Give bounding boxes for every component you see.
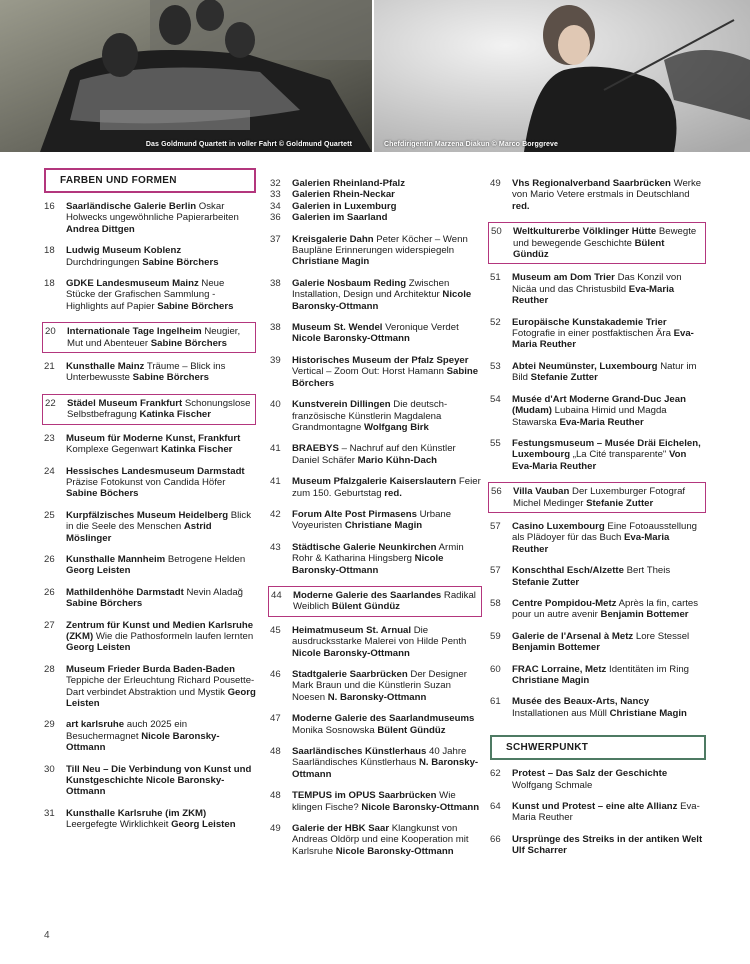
toc-venue: Moderne Galerie des Saarlandes xyxy=(293,589,442,601)
toc-venue: FRAC Lorraine, Metz xyxy=(512,663,607,675)
toc-page-number: 38 xyxy=(270,322,281,334)
toc-description: Radikal Weiblich xyxy=(293,589,476,613)
toc-page-number: 64 xyxy=(490,801,501,813)
toc-page-number: 37 xyxy=(270,233,281,245)
toc-author: Katinka Fischer xyxy=(160,444,233,456)
toc-author: Christiane Magin xyxy=(512,675,590,686)
toc-entry[interactable] xyxy=(490,317,706,351)
toc-venue: Museum St. Wendel xyxy=(292,322,383,334)
toc-author: Benjamin Bottemer xyxy=(600,609,689,621)
toc-venue: Zentrum für Kunst und Medien Karlsruhe (ZKM) xyxy=(66,619,254,642)
toc-entry[interactable] xyxy=(490,438,706,472)
toc-page-number: 40 xyxy=(270,399,281,411)
toc-author: Sabine Börchers xyxy=(66,598,143,610)
toc-page-number: 58 xyxy=(490,597,501,609)
toc-author: Sabine Börchers xyxy=(132,372,209,384)
toc-author: N. Baronsky-Ottmann xyxy=(292,757,479,780)
toc-description: Wie die Pathosformeln laufen lernten xyxy=(95,630,254,642)
toc-description: Teppiche der Erleuchtung Richard Pousette-Dart verbindet Abstraktion und Mystik xyxy=(66,675,255,698)
toc-author: Bülent Gündüz xyxy=(377,724,446,736)
toc-description: Bewegte und bewegende Geschichte xyxy=(513,226,697,249)
toc-entry[interactable] xyxy=(44,554,256,577)
toc-description: Schonungslose Selbstbefragung xyxy=(67,397,251,421)
toc-author: Nicole Baronsky-Ottmann xyxy=(292,647,410,659)
toc-page-number: 66 xyxy=(490,833,501,845)
toc-page-number: 54 xyxy=(490,393,501,405)
toc-page-number: 49 xyxy=(270,823,281,835)
toc-description: Vertical – Zoom Out: Horst Hamann xyxy=(292,366,444,378)
photo-goldmund-quartett xyxy=(0,0,372,152)
toc-page-number: 62 xyxy=(490,768,501,780)
toc-entry[interactable] xyxy=(270,669,482,703)
toc-venue: art karlsruhe xyxy=(66,719,125,731)
toc-author: N. Baronsky-Ottmann xyxy=(327,691,427,703)
toc-page-number: 22 xyxy=(45,397,56,409)
toc-venue: Museum Frieder Burda Baden-Baden xyxy=(66,663,235,675)
toc-venue: Galerie Nosbaum Reding xyxy=(292,277,407,289)
toc-description: Leergefegte Wirklichkeit xyxy=(66,819,169,831)
toc-author: Bülent Gündüz xyxy=(513,237,665,261)
toc-page-number: 30 xyxy=(44,763,55,775)
toc-description: Feier zum 150. Geburtstag xyxy=(292,476,481,499)
photo-conductor xyxy=(374,0,750,152)
toc-description: Die ausdrucksstarke Malerei von Hilde Penth xyxy=(292,624,467,648)
toc-author: Eva-Maria Reuther xyxy=(512,328,694,351)
toc-entry[interactable] xyxy=(270,509,482,532)
toc-entry[interactable] xyxy=(490,272,706,306)
toc-description: Fotografie in einer postfaktischen Ära xyxy=(512,328,671,340)
toc-description: Oskar Holwecks ungewöhnliche Papierarbeiten xyxy=(66,201,239,224)
toc-entry[interactable] xyxy=(42,322,256,353)
toc-page-number: 25 xyxy=(44,509,55,521)
toc-page-number: 57 xyxy=(490,520,501,532)
toc-description: Komplexe Gegenwart xyxy=(66,444,159,456)
toc-venue: Stadtgalerie Saarbrücken xyxy=(292,669,408,680)
toc-venue: Galerien im Saarland xyxy=(292,212,388,224)
toc-venue: Saarländische Galerie Berlin xyxy=(66,201,197,212)
toc-entry[interactable] xyxy=(44,587,256,610)
toc-venue: Musée des Beaux-Arts, Nancy xyxy=(512,696,650,708)
toc-entry[interactable] xyxy=(270,790,482,813)
toc-page-number: 48 xyxy=(270,746,281,758)
toc-page-number: 42 xyxy=(270,508,281,520)
toc-author: Benjamin Bottemer xyxy=(512,642,600,654)
toc-entry[interactable] xyxy=(270,399,482,433)
toc-venue: Internationale Tage Ingelheim xyxy=(67,326,202,338)
toc-description: Wie klingen Fische? xyxy=(292,790,456,813)
toc-author: Eva-Maria Reuther xyxy=(512,532,670,555)
toc-author: Nicole Baronsky-Ottmann xyxy=(66,775,225,798)
toc-entry[interactable] xyxy=(270,542,482,576)
toc-page-number: 16 xyxy=(44,201,55,212)
toc-author: Christiane Magin xyxy=(609,707,687,719)
toc-author: Georg Leisten xyxy=(66,686,256,709)
toc-entry[interactable] xyxy=(270,625,482,659)
toc-page-number: 20 xyxy=(45,326,56,338)
toc-description: Das Konzil von Nicäa und das Christusbild xyxy=(512,272,682,295)
toc-venue: Galerien Rheinland-Pfalz xyxy=(292,178,406,189)
toc-entry[interactable] xyxy=(270,476,482,499)
toc-entry[interactable] xyxy=(44,466,256,500)
toc-venue: Centre Pompidou-Metz xyxy=(512,597,617,609)
toc-author: Stefanie Zutter xyxy=(512,576,580,588)
toc-description: Nevin Aladağ xyxy=(186,586,244,598)
toc-author: red. xyxy=(512,200,530,212)
column-3 xyxy=(490,178,706,867)
toc-author: Eva-Maria Reuther xyxy=(559,416,644,428)
toc-description: Urbane Voyeuristen xyxy=(292,508,452,532)
toc-entry[interactable] xyxy=(270,355,482,389)
toc-page-number: 28 xyxy=(44,663,55,675)
toc-venue: Städtische Galerie Neunkirchen xyxy=(292,541,437,553)
toc-entry[interactable] xyxy=(270,234,482,268)
toc-description: Armin Rohr & Katharina Hingsberg xyxy=(292,541,464,565)
toc-description: Après la fin, cartes pour un autre avenir xyxy=(512,597,699,621)
schwerpunkt-entries xyxy=(490,768,706,856)
toc-entry[interactable] xyxy=(490,361,706,384)
toc-author: Stefanie Zutter xyxy=(586,497,654,509)
toc-description: Präzise Fotokunst von Candida Höfer xyxy=(66,476,226,488)
toc-venue: BRAEBYS xyxy=(292,443,339,455)
toc-venue: Casino Luxembourg xyxy=(512,520,605,532)
toc-venue: TEMPUS im OPUS Saarbrücken xyxy=(292,790,437,802)
toc-author: Nicole Baronsky-Ottmann xyxy=(361,801,480,813)
toc-page-number: 31 xyxy=(44,807,55,819)
conductor-image xyxy=(374,0,750,152)
toc-venue: Galerien Rhein-Neckar xyxy=(292,189,395,201)
toc-entry[interactable] xyxy=(44,764,256,798)
toc-page-number: 23 xyxy=(44,432,55,444)
toc-page-number: 26 xyxy=(44,586,55,598)
toc-venue: Galerie der HBK Saar xyxy=(292,823,390,835)
toc-page-number: 52 xyxy=(490,316,501,328)
toc-venue: Kunsthalle Mainz xyxy=(66,361,145,373)
toc-description: Klangkunst von Andreas Oldörp und eine Kooperation mit Karlsruhe xyxy=(292,823,469,857)
toc-page-number: 60 xyxy=(490,663,501,675)
col2-entries xyxy=(270,178,482,857)
toc-venue: Museum Pfalzgalerie Kaiserslautern xyxy=(292,476,457,488)
toc-author: Sabine Böchers xyxy=(66,488,139,500)
toc-author: Eva-Maria Reuther xyxy=(512,283,675,307)
toc-venue: Villa Vauban xyxy=(513,486,570,498)
toc-page-number: 41 xyxy=(270,476,281,488)
toc-venue: Heimatmuseum St. Arnual xyxy=(292,624,412,636)
toc-entry[interactable] xyxy=(490,565,706,588)
toc-author: Christiane Magin xyxy=(344,520,423,532)
toc-venue: Städel Museum Frankfurt xyxy=(67,397,183,409)
toc-page-number: 45 xyxy=(270,624,281,636)
toc-author: red. xyxy=(384,487,402,499)
toc-page-number: 32 xyxy=(270,178,281,189)
toc-entry[interactable] xyxy=(270,713,482,736)
toc-author: Sabine Börchers xyxy=(157,300,234,312)
toc-entry[interactable] xyxy=(270,322,482,345)
toc-author: Katinka Fischer xyxy=(139,409,211,421)
toc-entry[interactable] xyxy=(44,719,256,753)
toc-venue: Europäische Kunstakademie Trier xyxy=(512,316,667,328)
toc-page-number: 18 xyxy=(44,278,55,290)
toc-description: Träume – Blick ins Unterbewusste xyxy=(66,361,226,384)
toc-entry[interactable] xyxy=(270,746,482,780)
toc-entry[interactable] xyxy=(44,510,256,544)
toc-entry[interactable] xyxy=(42,394,256,425)
toc-page-number: 43 xyxy=(270,541,281,553)
col1-entries xyxy=(44,201,256,831)
toc-page-number: 33 xyxy=(270,189,281,201)
toc-description: Veronique Verdet xyxy=(385,322,459,334)
toc-page-number: 47 xyxy=(270,713,281,725)
toc-entry[interactable] xyxy=(490,834,706,857)
toc-author: Sabine Börchers xyxy=(150,337,227,349)
toc-page-number: 24 xyxy=(44,465,55,477)
toc-description: Blick in die Seele des Menschen xyxy=(66,509,252,533)
photo-right-caption: Chefdirigentin Marzena Diakun © Marco Borggreve xyxy=(384,141,558,148)
toc-page-number: 41 xyxy=(270,443,281,455)
toc-description: Eine Fotoausstellung als Plädoyer für das Buch xyxy=(512,520,698,544)
toc-description: Wolfgang Schmale xyxy=(512,779,593,791)
toc-description: Installationen aus Müll xyxy=(512,707,607,719)
toc-venue: Ludwig Museum Koblenz xyxy=(66,245,182,257)
toc-venue: Hessisches Landesmuseum Darmstadt xyxy=(66,465,245,477)
toc-venue: GDKE Landesmuseum Mainz xyxy=(66,278,199,290)
toc-page-number: 51 xyxy=(490,272,501,284)
toc-author: Andrea Dittgen xyxy=(66,223,135,235)
toc-venue: Kunst und Protest – eine alte Allianz xyxy=(512,801,678,813)
toc-description: Neugier, Mut und Abenteuer xyxy=(67,326,241,349)
toc-description: Die deutsch-französische Künstlerin Magdalena Grandmontagne xyxy=(292,399,448,433)
toc-description: Zwischen Installation, Design und Architektur xyxy=(292,277,450,301)
toc-venue: Vhs Regionalverband Saarbrücken xyxy=(512,178,671,189)
toc-venue: Ursprünge des Streiks in der antiken Welt xyxy=(512,833,703,845)
toc-page-number: 50 xyxy=(491,226,502,238)
toc-venue: Musée d'Art Moderne Grand-Duc Jean (Mudam) xyxy=(512,393,686,417)
toc-venue: Moderne Galerie des Saarlandmuseums xyxy=(292,713,475,725)
toc-page-number: 59 xyxy=(490,630,501,642)
toc-entry[interactable] xyxy=(270,201,482,212)
toc-page-number: 61 xyxy=(490,696,501,708)
toc-page-number: 21 xyxy=(44,361,55,373)
toc-venue: Galerie de l'Arsenal à Metz xyxy=(512,630,634,642)
toc-venue: Festungsmuseum – Musée Dräi Eichelen, Luxembourg xyxy=(512,437,701,461)
toc-entry[interactable] xyxy=(490,664,706,687)
toc-entry[interactable] xyxy=(490,394,706,428)
toc-entry[interactable] xyxy=(270,278,482,312)
toc-page-number: 29 xyxy=(44,719,55,731)
toc-entry[interactable] xyxy=(44,201,256,235)
page-number: 4 xyxy=(44,930,50,941)
toc-page-number: 55 xyxy=(490,437,501,449)
toc-description: – Nachruf auf den Künstler Daniel Schäfer xyxy=(292,443,456,466)
toc-entry[interactable] xyxy=(490,801,706,824)
toc-author: Georg Leisten xyxy=(66,565,131,577)
toc-description: Werke von Mario Vetere erstmals in Deutschland xyxy=(512,178,702,201)
toc-venue: Protest – Das Salz der Geschichte xyxy=(512,768,668,780)
photo-left-caption: Das Goldmund Quartett in voller Fahrt © Goldmund Quartett xyxy=(145,141,352,148)
toc-entry[interactable] xyxy=(270,189,482,200)
toc-description: „La Cité transparente" xyxy=(572,449,667,461)
toc-venue: Forum Alte Post Pirmasens xyxy=(292,508,417,520)
toc-venue: Kunsthalle Karlsruhe (im ZKM) xyxy=(66,807,207,819)
section-heading-farben-und-formen: FARBEN UND FORMEN xyxy=(44,168,256,193)
toc-entry[interactable] xyxy=(44,664,256,710)
toc-page-number: 44 xyxy=(271,589,282,601)
toc-venue: Till Neu – Die Verbindung von Kunst und Kunstgeschichte xyxy=(66,763,252,787)
toc-venue: Saarländisches Künstlerhaus xyxy=(292,746,427,758)
toc-author: Nicole Baronsky-Ottmann xyxy=(66,730,220,754)
toc-author: Wolfgang Birk xyxy=(364,421,429,433)
toc-author: Georg Leisten xyxy=(171,819,236,831)
column-2 xyxy=(270,178,482,867)
toc-author: Georg Leisten xyxy=(66,642,131,654)
toc-venue: Kreisgalerie Dahn xyxy=(292,233,374,245)
section-heading-schwerpunkt: SCHWERPUNKT xyxy=(490,735,706,760)
toc-venue: Weltkulturerbe Völklinger Hütte xyxy=(513,226,657,238)
toc-description: Peter Köcher – Wenn Baupläne Erinnerungen widerspiegeln xyxy=(292,233,468,257)
toc-entry[interactable] xyxy=(490,696,706,719)
toc-description: Betrogene Helden xyxy=(167,553,246,565)
toc-page-number: 46 xyxy=(270,669,281,680)
toc-description: Lubaina Himid und Magda Stawarska xyxy=(512,405,667,428)
column-1 xyxy=(44,168,256,841)
toc-entry[interactable] xyxy=(44,433,256,456)
toc-author: Ulf Scharrer xyxy=(512,845,567,857)
quartet-car-image xyxy=(0,0,372,152)
toc-description: 40 Jahre Saarländisches Künstlerhaus xyxy=(292,746,467,769)
toc-page-number: 39 xyxy=(270,354,281,366)
toc-page-number: 18 xyxy=(44,245,55,257)
toc-venue: Kunsthalle Mannheim xyxy=(66,553,166,565)
toc-description: auch 2025 ein Besuchermagnet xyxy=(66,719,188,742)
toc-venue: Historisches Museum der Pfalz Speyer xyxy=(292,354,469,366)
toc-entry[interactable] xyxy=(490,768,706,791)
toc-venue: Mathildenhöhe Darmstadt xyxy=(66,586,184,598)
toc-author: Nicole Baronsky-Ottmann xyxy=(292,333,410,345)
toc-venue: Museum für Moderne Kunst, Frankfurt xyxy=(66,432,241,444)
toc-author: Sabine Börchers xyxy=(142,256,219,268)
toc-page-number: 38 xyxy=(270,277,281,289)
toc-description: Natur im Bild xyxy=(512,360,697,384)
toc-page-number: 49 xyxy=(490,178,501,189)
toc-page-number: 26 xyxy=(44,553,55,565)
toc-entry[interactable] xyxy=(270,443,482,466)
toc-description: Der Designer Mark Braun und die Künstlerin Suzan Noesen xyxy=(292,669,467,703)
toc-author: Sabine Börchers xyxy=(292,366,479,389)
toc-entry[interactable] xyxy=(490,521,706,555)
header-photos xyxy=(0,0,750,152)
toc-entry[interactable] xyxy=(490,178,706,212)
toc-entry[interactable] xyxy=(270,823,482,857)
toc-entry[interactable] xyxy=(44,245,256,268)
toc-page-number: 56 xyxy=(491,486,502,498)
toc-entry[interactable] xyxy=(488,222,706,264)
toc-page-number: 27 xyxy=(44,619,55,631)
toc-page-number: 53 xyxy=(490,360,501,372)
toc-author: Von Eva-Maria Reuther xyxy=(512,449,687,472)
toc-description: Bert Theis xyxy=(626,565,671,577)
toc-venue: Kurpfälzisches Museum Heidelberg xyxy=(66,509,229,521)
toc-entry[interactable] xyxy=(44,620,256,654)
toc-entry[interactable] xyxy=(44,808,256,831)
toc-entry[interactable] xyxy=(268,586,482,617)
toc-entry[interactable] xyxy=(44,361,256,384)
col3-entries xyxy=(490,178,706,719)
toc-description: Neue Stücke der Grafischen Sammlung - Highlights auf Papier xyxy=(66,278,225,312)
toc-entry[interactable] xyxy=(270,178,482,189)
toc-author: Nicole Baronsky-Ottmann xyxy=(335,845,454,857)
toc-entry[interactable] xyxy=(488,482,706,513)
toc-venue: Konschthal Esch/Alzette xyxy=(512,565,624,577)
toc-description: Eva-Maria Reuther xyxy=(512,801,700,824)
toc-author: Nicole Baronsky-Ottmann xyxy=(292,289,472,312)
toc-description: Lore Stessel xyxy=(635,630,690,642)
toc-author: Christiane Magin xyxy=(292,256,370,268)
toc-page-number: 36 xyxy=(270,212,281,224)
toc-venue: Kunstverein Dillingen xyxy=(292,399,391,411)
toc-author: Mario Kühn-Dach xyxy=(357,454,438,466)
toc-venue: Abtei Neumünster, Luxembourg xyxy=(512,360,658,372)
toc-venue: Galerien in Luxemburg xyxy=(292,200,397,212)
toc-venue: Museum am Dom Trier xyxy=(512,272,615,284)
toc-page-number: 57 xyxy=(490,565,501,577)
toc-entry[interactable] xyxy=(490,598,706,621)
toc-entry[interactable] xyxy=(490,631,706,654)
toc-description: Identitäten im Ring xyxy=(609,663,690,675)
toc-entry[interactable] xyxy=(44,278,256,312)
toc-entry[interactable] xyxy=(270,212,482,223)
toc-page-number: 48 xyxy=(270,790,281,802)
toc-author: Astrid Möslinger xyxy=(66,521,212,544)
toc-author: Bülent Gündüz xyxy=(331,601,400,613)
toc-author: Stefanie Zutter xyxy=(530,372,598,384)
toc-description: Der Luxemburger Fotograf Michel Medinger xyxy=(513,486,686,509)
toc-description: Monika Sosnowska xyxy=(292,724,375,736)
toc-description: Durchdringungen xyxy=(66,256,140,268)
toc-author: Nicole Baronsky-Ottmann xyxy=(292,553,444,576)
toc-page-number: 34 xyxy=(270,200,281,212)
